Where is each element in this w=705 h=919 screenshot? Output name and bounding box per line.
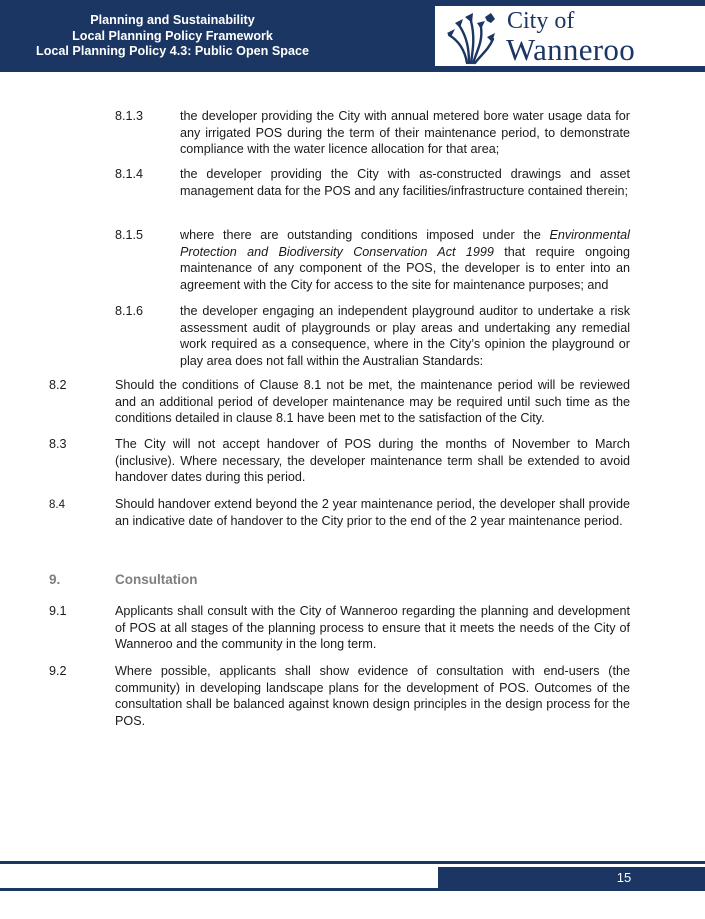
footer-rule-lower	[0, 888, 438, 891]
page-number: 15	[616, 870, 632, 885]
clause-number: 8.1.6	[115, 304, 144, 318]
section-title: Consultation	[115, 572, 198, 587]
clause-text-part: where there are outstanding conditions imposed under the	[180, 228, 550, 242]
section-number: 9.	[49, 572, 61, 587]
banksia-logo-icon	[445, 11, 497, 65]
page-header	[0, 0, 705, 72]
clause-text: Applicants shall consult with the City of Wanneroo regarding the planning and development of POS at all stages of the planning process to ensure that it meets the needs of the City of Wanneroo and the community in the long term.	[115, 604, 630, 651]
logo-text-wanneroo: Wanneroo	[506, 32, 636, 67]
clause-number: 8.2	[49, 378, 67, 392]
clause-text: The City will not accept handover of POS during the months of November to March (inclusive). Where necessary, the developer maintenance term shall be extended to avoid handover dates during this period.	[115, 437, 630, 484]
header-title-block	[0, 13, 345, 60]
clause-number: 8.1.4	[115, 167, 144, 181]
clause-text: Where possible, applicants shall show evidence of consultation with end-users (the community) in developing landscape plans for the development of POS. Outcomes of the consultation shall be balanced against known design principles in the design process for the POS.	[115, 664, 630, 728]
header-line-policy: Local Planning Policy 4.3: Public Open Space	[36, 44, 309, 58]
clause-number: 8.3	[49, 437, 67, 451]
footer-rule	[0, 861, 705, 864]
city-logo	[435, 6, 705, 66]
header-line-framework: Local Planning Policy Framework	[72, 28, 273, 43]
clause-text: Should the conditions of Clause 8.1 not be met, the maintenance period will be reviewed and an additional period of developer maintenance may be required until such time as the conditions detailed in clause 8.1 have been met to the satisfaction of the City.	[115, 378, 630, 425]
footer-page-block	[438, 867, 705, 891]
act-title: Environmental Protection and Biodiversity Conservation Act 1999	[180, 228, 630, 259]
header-line-department: Planning and Sustainability	[90, 13, 255, 27]
clause-text-part: that require ongoing maintenance of any component of the POS, the developer is to enter into an agreement with the City for access to the site for maintenance purposes; and	[180, 244, 630, 292]
clause-number: 8.1.3	[115, 109, 144, 123]
clause-number: 9.1	[49, 604, 67, 618]
clause-number: 9.2	[49, 664, 67, 678]
clause-text	[180, 227, 630, 293]
clause-text: the developer providing the City with annual metered bore water usage data for any irrigated POS during the term of their maintenance period, to demonstrate compliance with the water licence allocation for that area;	[180, 109, 630, 156]
clause-number: 8.4	[49, 499, 65, 511]
clause-number: 8.1.5	[115, 228, 144, 242]
clause-text: Should handover extend beyond the 2 year maintenance period, the developer shall provide an indicative date of handover to the City prior to the end of the 2 year maintenance period.	[115, 497, 630, 528]
clause-text: the developer providing the City with as-constructed drawings and asset management data for the POS and any facilities/infrastructure contained therein;	[180, 167, 630, 198]
clause-text: the developer engaging an independent playground auditor to undertake a risk assessment audit of playgrounds or play areas and undertaking any remedial work required as a consequence, where in the City’s opinion the playground or play area does not fall within the Australian Standards:	[180, 304, 630, 368]
logo-text-city-of: City of	[507, 8, 575, 34]
